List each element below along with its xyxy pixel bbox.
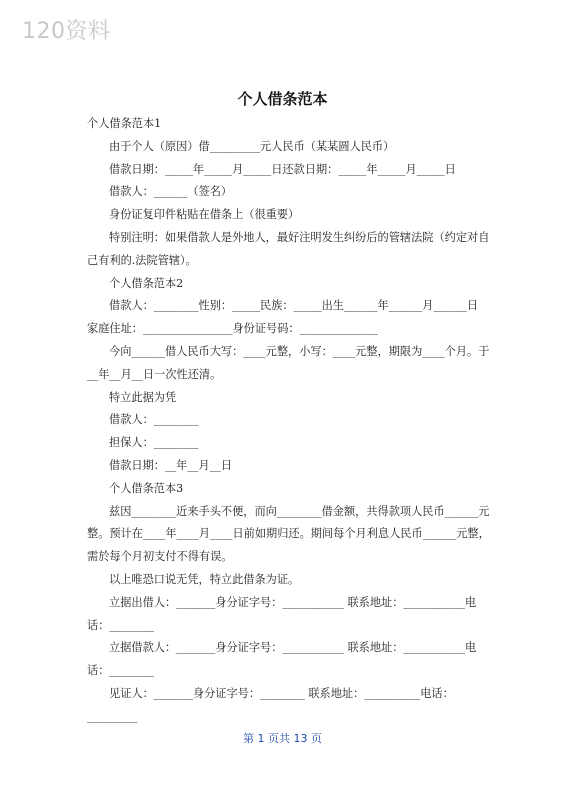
paragraph-16-text: 兹因________近来手头不便，而向________借金额，共得款项人民币______元整。预计在____年____月____日前如期归还。期间每个月利息人民币______元整，需於每个月初支付不得有误。 (87, 504, 490, 564)
paragraph-10 (87, 341, 492, 387)
paragraph-18 (87, 592, 492, 638)
paragraph-10-text: 今向______借人民币大写：____元整，小写：____元整，期限为____个月。于__年__月__日一次性还清。 (87, 344, 490, 381)
paragraph-14: 借款日期：__年__月__日 (109, 458, 233, 472)
paragraph-2: 由于个人（原因）借_________元人民币（某某圆人民币） (109, 139, 395, 153)
paragraph-1: 个人借条范本1 (87, 117, 162, 130)
paragraph-8: 借款人：________性别：_____民族：_____出生______年______月______日 (109, 299, 479, 313)
paragraph-20-text: 见证人：_______身分证字号：________ 联系地址：__________电话：_________ (87, 686, 454, 723)
paragraph-5: 身份证复印件粘贴在借条上（很重要） (109, 208, 300, 222)
paragraph-19 (87, 637, 492, 683)
paragraph-16 (87, 501, 492, 569)
document-body (87, 113, 492, 729)
watermark-logo: 120资料 (22, 19, 111, 44)
paragraph-13: 担保人：________ (109, 436, 199, 450)
page-footer: 第 1 页共 13 页 (243, 732, 322, 745)
page-title: 个人借条范本 (237, 90, 328, 108)
paragraph-15: 个人借条范本3 (109, 481, 184, 495)
paragraph-3: 借款日期：_____年_____月_____日还款日期：_____年_____月_____日 (109, 162, 456, 176)
paragraph-11: 特立此据为凭 (109, 390, 177, 404)
paragraph-19-text: 立据借款人：_______身分证字号：___________ 联系地址：___________电话：________ (87, 641, 477, 678)
paragraph-9: 家庭住址：________________身份证号码：______________ (87, 322, 378, 336)
paragraph-20 (87, 683, 492, 729)
paragraph-4: 借款人：______（签名） (109, 185, 233, 199)
paragraph-7: 个人借条范本2 (109, 276, 184, 290)
paragraph-6-text: 特别注明：如果借款人是外地人，最好注明发生纠纷后的管辖法院（约定对自己有利的.法院管辖）。 (87, 230, 490, 267)
paragraph-6 (87, 227, 492, 273)
paragraph-17: 以上唯恐口说无凭，特立此借条为证。 (109, 572, 300, 586)
paragraph-12: 借款人：________ (109, 413, 199, 427)
paragraph-18-text: 立据出借人：_______身分证字号：___________ 联系地址：___________电话：________ (87, 595, 477, 632)
